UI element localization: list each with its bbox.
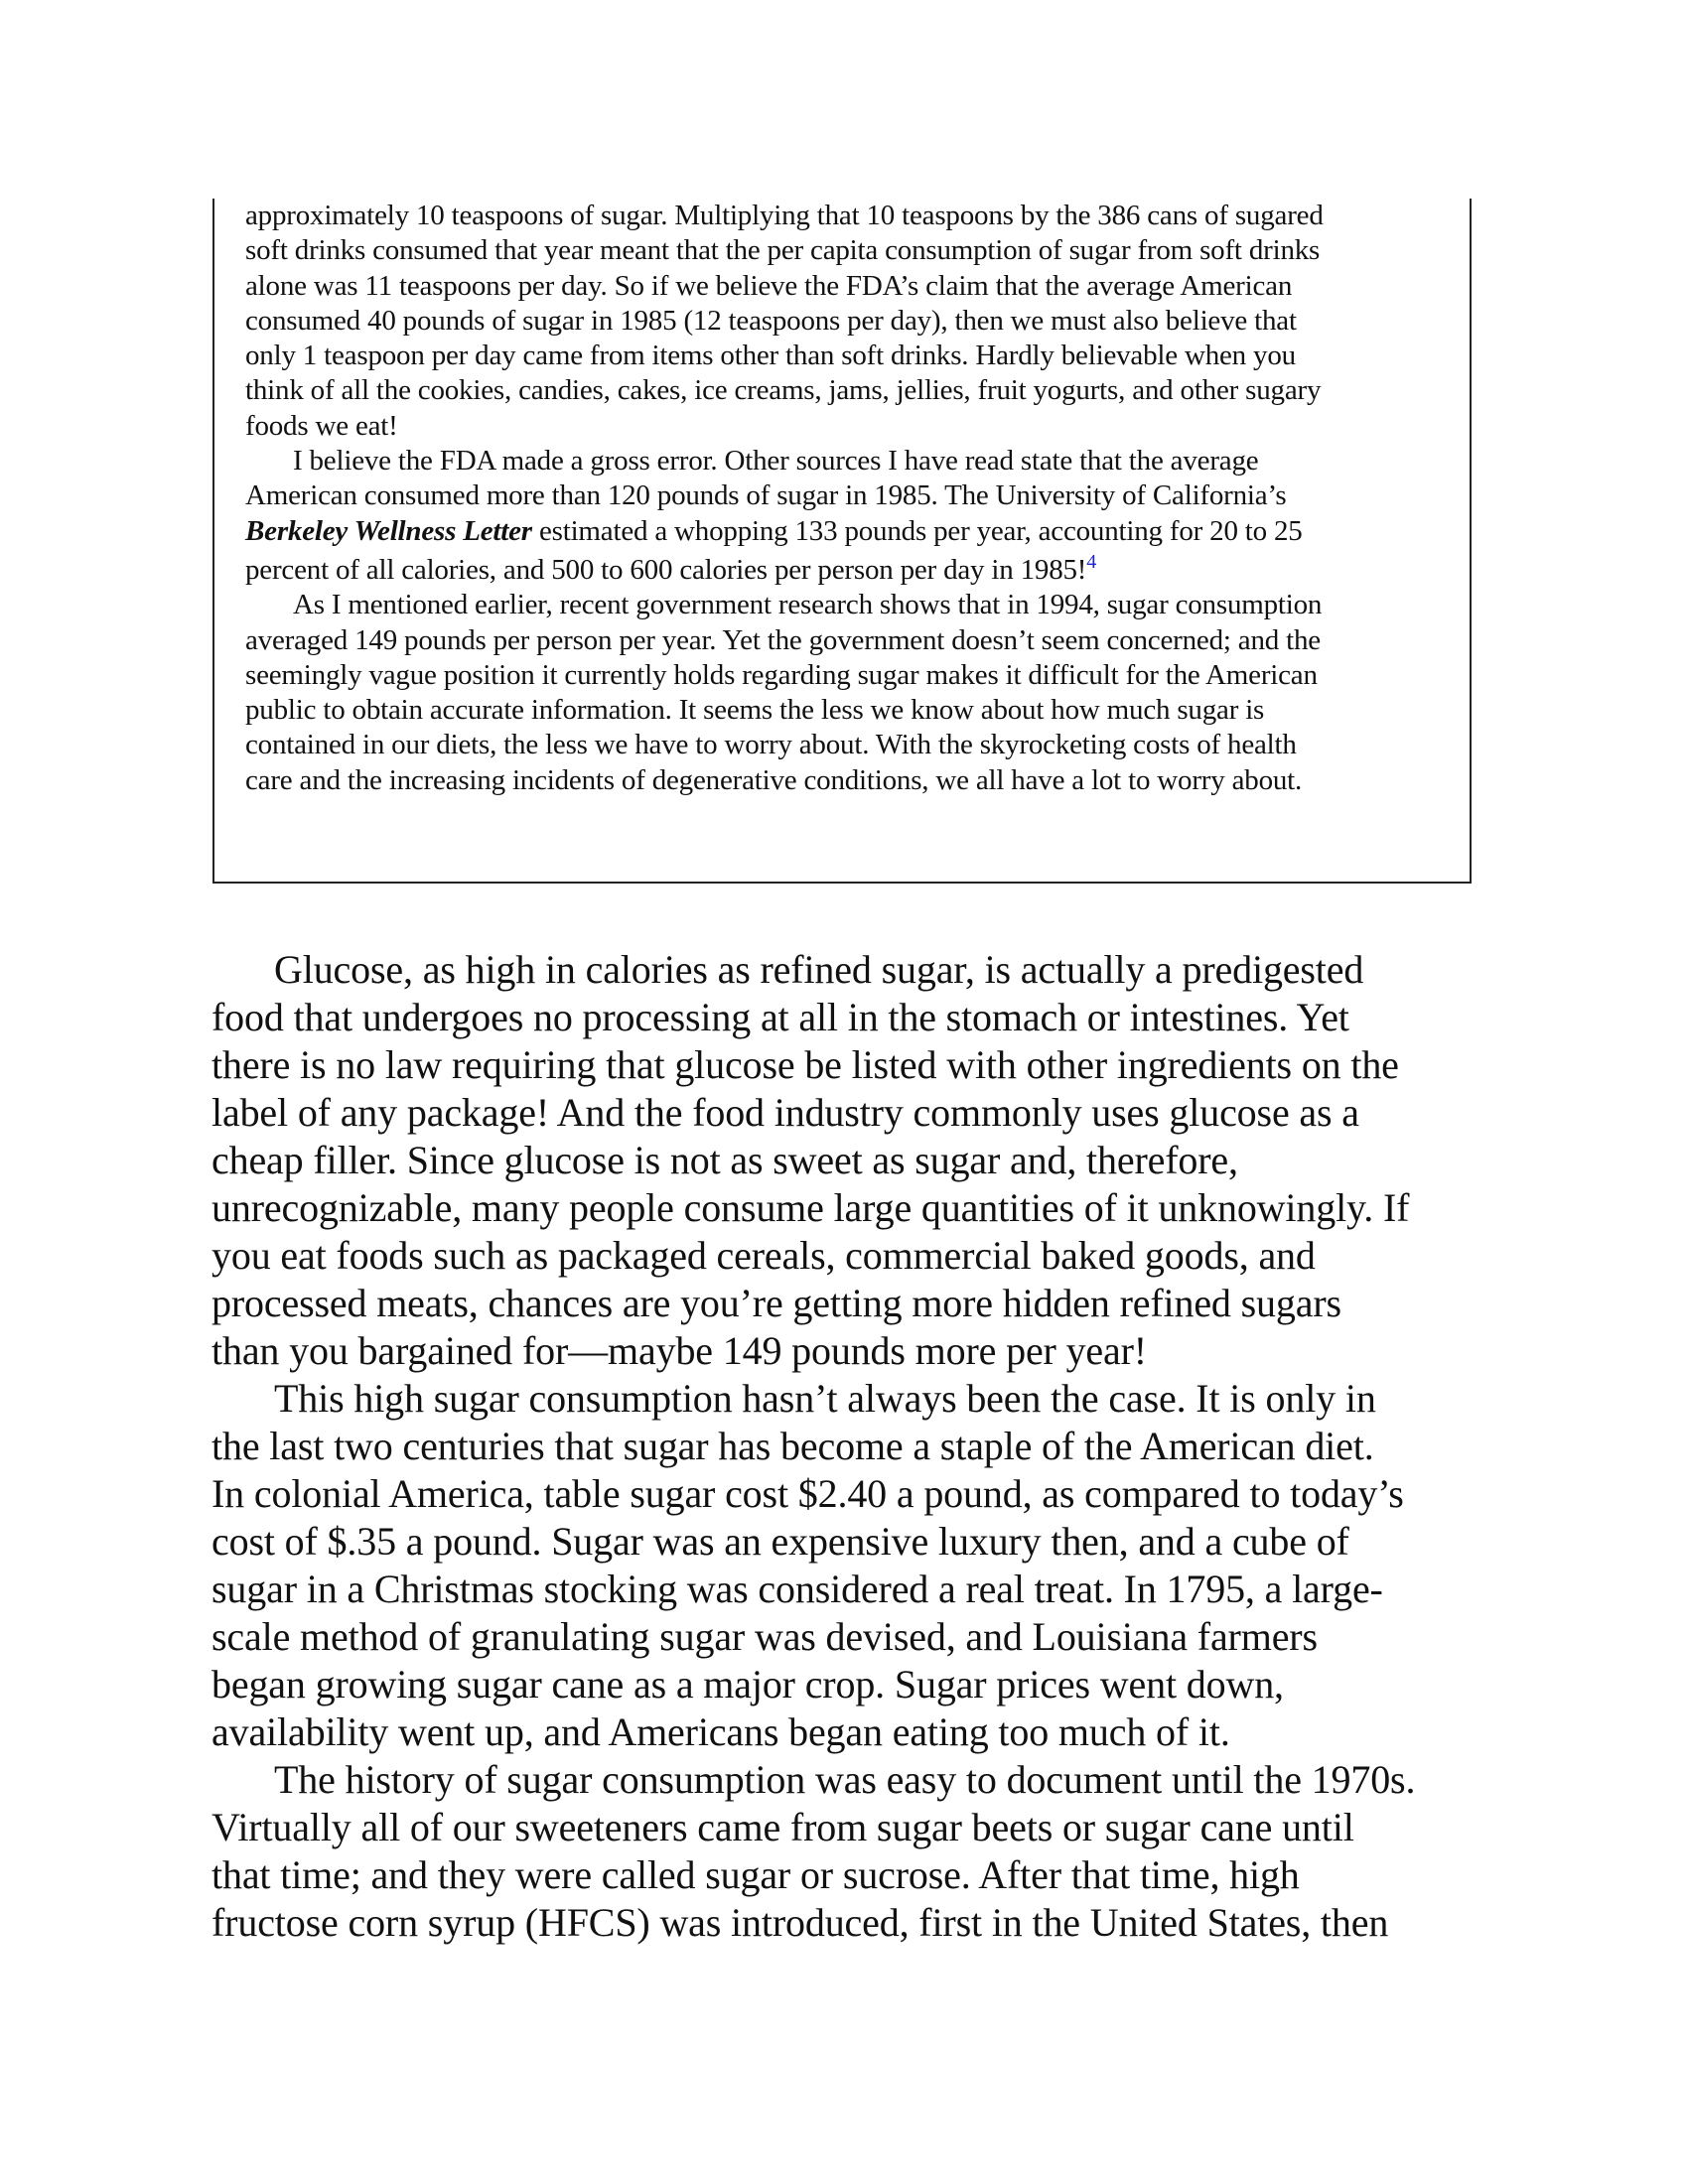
- sidebar-paragraph-1: [245, 199, 1430, 444]
- body-paragraph-3: [211, 1756, 1492, 1947]
- text-run: estimated a whopping 133 pounds per year, accounting for 20 to 25: [531, 514, 1303, 547]
- text-line: The history of sugar consumption was easy to document until the 1970s.: [274, 1757, 1416, 1802]
- text-line: you eat foods such as packaged cereals, commercial baked goods, and: [211, 1233, 1316, 1278]
- text-line: the last two centuries that sugar has become a staple of the American diet.: [211, 1424, 1374, 1468]
- text-line: averaged 149 pounds per person per year. Yet the government doesn’t seem concerned; and the: [245, 623, 1321, 656]
- text-line: foods we eat!: [245, 409, 398, 442]
- text-line: sugar in a Christmas stocking was considered a real treat. In 1795, a large-: [211, 1567, 1383, 1611]
- text-line: food that undergoes no processing at all in the stomach or intestines. Yet: [211, 995, 1349, 1039]
- text-line: label of any package! And the food industry commonly uses glucose as a: [211, 1090, 1359, 1135]
- text-line: American consumed more than 120 pounds of sugar in 1985. The University of California’s: [245, 479, 1287, 512]
- text-line: began growing sugar cane as a major crop. Sugar prices went down,: [211, 1662, 1284, 1706]
- text-line: fructose corn syrup (HFCS) was introduced, first in the United States, then: [211, 1900, 1389, 1945]
- text-run: percent of all calories, and 500 to 600 calories per person per day in 1985!: [245, 553, 1087, 586]
- body-paragraph-1: [211, 946, 1492, 1375]
- text-line: contained in our diets, the less we have to worry about. With the skyrocketing costs of health: [245, 729, 1297, 761]
- publication-title: Berkeley Wellness Letter: [245, 514, 532, 547]
- text-line: than you bargained for—maybe 149 pounds more per year!: [211, 1328, 1147, 1373]
- text-line: public to obtain accurate information. It seems the less we know about how much sugar is: [245, 694, 1265, 727]
- text-line: care and the increasing incidents of degenerative conditions, we all have a lot to worry about.: [245, 763, 1303, 796]
- text-line: soft drinks consumed that year meant that the per capita consumption of sugar from soft drinks: [245, 234, 1321, 267]
- text-line: there is no law requiring that glucose be listed with other ingredients on the: [211, 1042, 1399, 1087]
- sidebar-box: [212, 199, 1472, 884]
- text-line: seemingly vague position it currently holds regarding sugar makes it difficult for the American: [245, 658, 1318, 691]
- text-line: I believe the FDA made a gross error. Other sources I have read state that the average: [293, 445, 1259, 478]
- text-line: [245, 550, 1430, 588]
- text-line: think of all the cookies, candies, cakes, ice creams, jams, jellies, fruit yogurts, and other sugary: [245, 374, 1322, 407]
- text-line: processed meats, chances are you’re getting more hidden refined sugars: [211, 1281, 1341, 1325]
- text-line: As I mentioned earlier, recent government research shows that in 1994, sugar consumption: [293, 589, 1323, 621]
- text-line: consumed 40 pounds of sugar in 1985 (12 teaspoons per day), then we must also believe that: [245, 304, 1297, 337]
- body-paragraph-2: [211, 1375, 1492, 1756]
- text-line: only 1 teaspoon per day came from items other than soft drinks. Hardly believable when you: [245, 340, 1296, 372]
- text-line: alone was 11 teaspoons per day. So if we believe the FDA’s claim that the average American: [245, 269, 1293, 302]
- text-line: approximately 10 teaspoons of sugar. Multiplying that 10 teaspoons by the 386 cans of sugared: [245, 200, 1324, 231]
- text-line: This high sugar consumption hasn’t always been the case. It is only in: [274, 1376, 1376, 1421]
- text-line: In colonial America, table sugar cost $2.40 a pound, as compared to today’s: [211, 1471, 1404, 1516]
- text-line: Virtually all of our sweeteners came from sugar beets or sugar cane until: [211, 1805, 1354, 1849]
- text-line: [245, 514, 1430, 549]
- sidebar-paragraph-3: [245, 588, 1430, 798]
- text-line: Glucose, as high in calories as refined sugar, is actually a predigested: [274, 947, 1364, 992]
- text-line: cost of $.35 a pound. Sugar was an expensive luxury then, and a cube of: [211, 1519, 1349, 1564]
- text-line: cheap filler. Since glucose is not as sweet as sugar and, therefore,: [211, 1138, 1238, 1182]
- sidebar-paragraph-2: [245, 444, 1430, 588]
- text-line: that time; and they were called sugar or sucrose. After that time, high: [211, 1852, 1300, 1897]
- text-line: scale method of granulating sugar was devised, and Louisiana farmers: [211, 1614, 1318, 1659]
- text-line: unrecognizable, many people consume large quantities of it unknowingly. If: [211, 1185, 1410, 1230]
- footnote-link[interactable]: 4: [1086, 550, 1097, 573]
- main-body-text: [211, 946, 1492, 1947]
- text-line: availability went up, and Americans began eating too much of it.: [211, 1709, 1230, 1754]
